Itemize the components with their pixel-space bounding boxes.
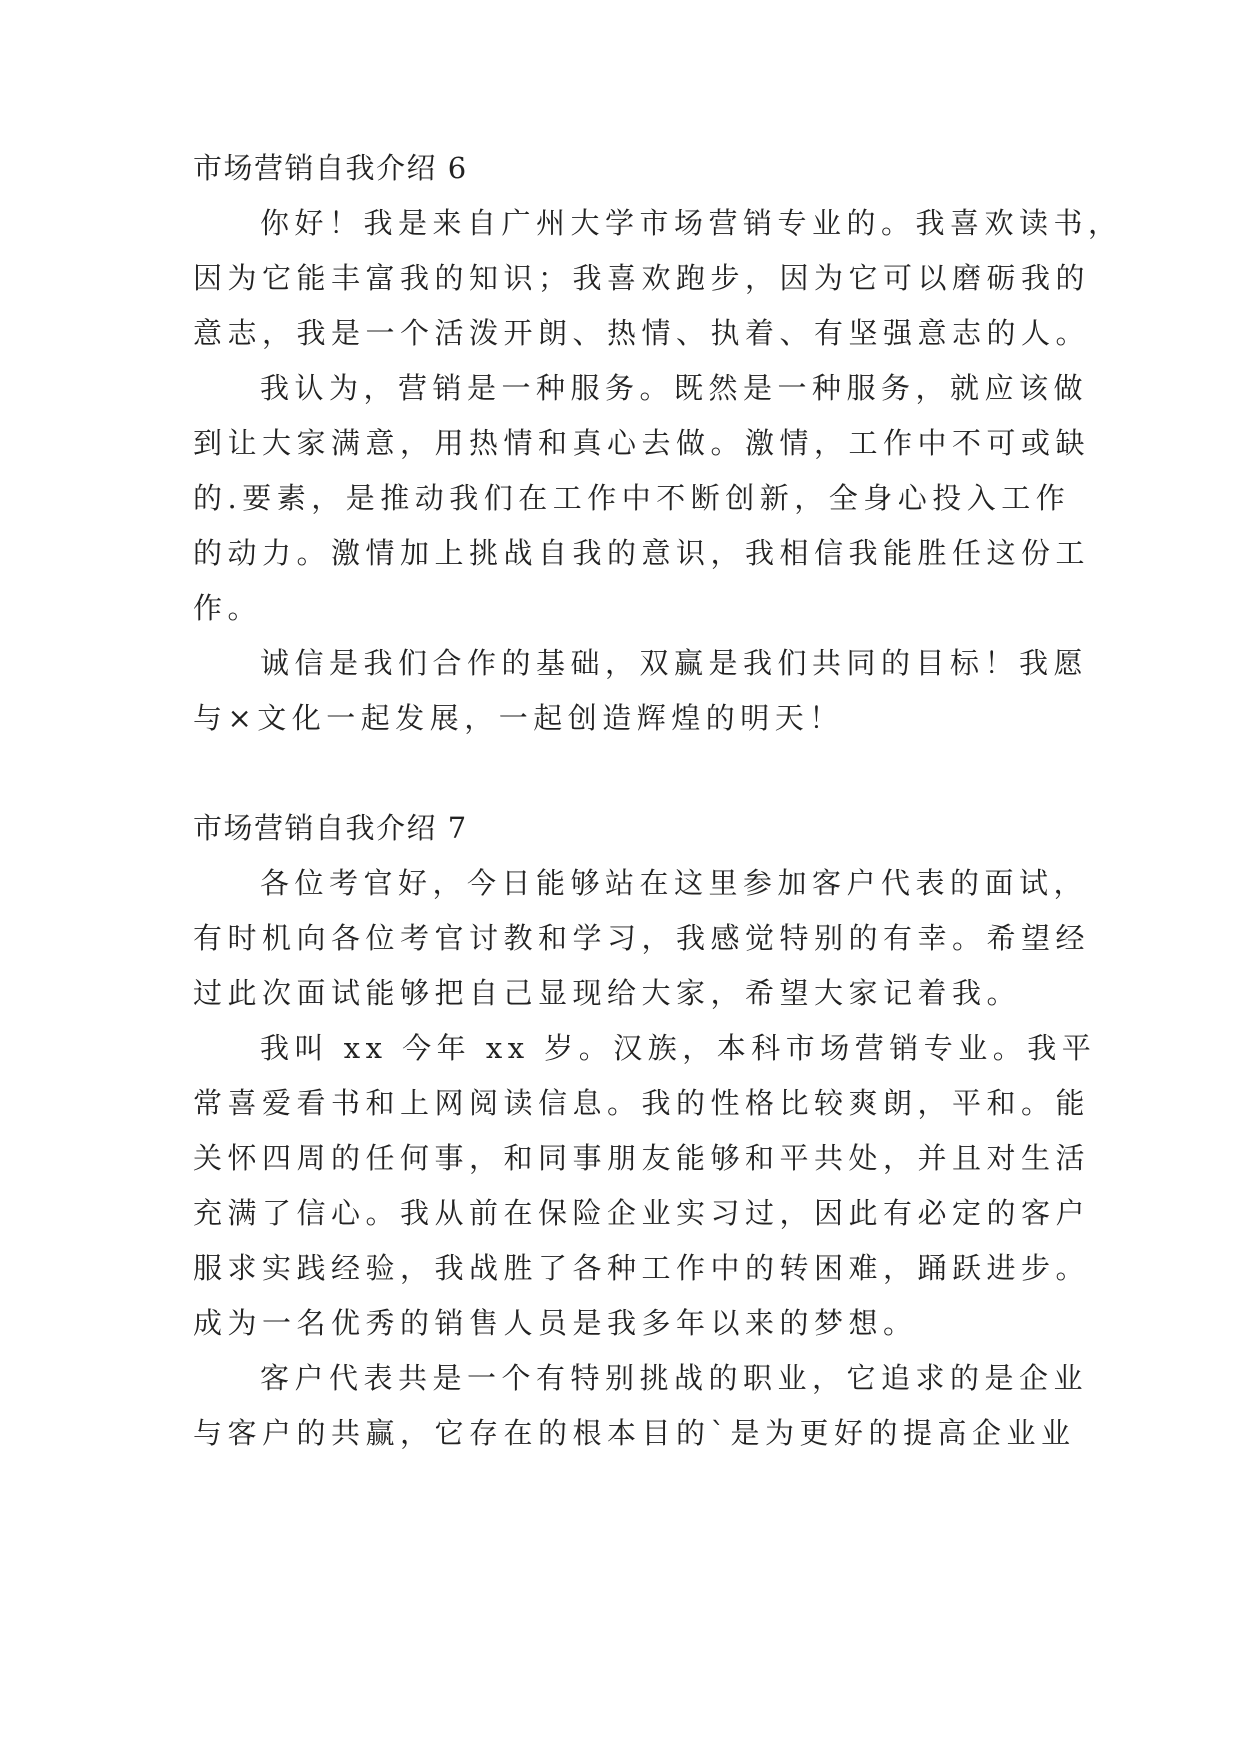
section-7-line-6: 关怀四周的任何事，和同事朋友能够和平共处，并且对生活 [193,1141,1091,1175]
section-7-line-3: 过此次面试能够把自己显现给大家，希望大家记着我。 [193,976,1022,1010]
section-6-line-9: 诚信是我们合作的基础，双赢是我们共同的目标！我愿 [260,646,1089,680]
section-7-line-9: 成为一名优秀的销售人员是我多年以来的梦想。 [193,1306,918,1340]
section-6-title: 市场营销自我介绍 6 [193,151,468,185]
section-7-line-10: 客户代表共是一个有特别挑战的职业，它追求的是企业 [260,1361,1089,1395]
section-7-line-8: 服求实践经验，我战胜了各种工作中的转困难，踊跃进步。 [193,1251,1091,1285]
section-6-line-10: 与×文化一起发展，一起创造辉煌的明天！ [193,701,844,735]
section-7-line-2: 有时机向各位考官讨教和学习，我感觉特别的有幸。希望经 [193,921,1091,955]
section-7-line-4: 我叫 xx 今年 xx 岁。汉族，本科市场营销专业。我平 [260,1031,1097,1065]
section-7-line-11: 与客户的共赢，它存在的根本目的`是为更好的提高企业业 [193,1416,1076,1450]
section-7-title: 市场营销自我介绍 7 [193,811,468,845]
section-6-line-4: 我认为，营销是一种服务。既然是一种服务，就应该做 [260,371,1089,405]
section-6-line-2: 因为它能丰富我的知识；我喜欢跑步，因为它可以磨砺我的 [193,261,1091,295]
section-6-line-5: 到让大家满意，用热情和真心去做。激情，工作中不可或缺 [193,426,1091,460]
section-6-line-8: 作。 [193,591,263,625]
section-6-line-7: 的动力。激情加上挑战自我的意识，我相信我能胜任这份工 [193,536,1091,570]
section-6-line-3: 意志，我是一个活泼开朗、热情、执着、有坚强意志的人。 [193,316,1091,350]
section-6-line-1: 你好！我是来自广州大学市场营销专业的。我喜欢读书， [260,206,1123,240]
section-6-line-6: 的.要素，是推动我们在工作中不断创新，全身心投入工作 [193,481,1071,515]
section-7-line-7: 充满了信心。我从前在保险企业实习过，因此有必定的客户 [193,1196,1091,1230]
section-7-line-5: 常喜爱看书和上网阅读信息。我的性格比较爽朗，平和。能 [193,1086,1091,1120]
section-7-line-1: 各位考官好，今日能够站在这里参加客户代表的面试， [260,866,1089,900]
